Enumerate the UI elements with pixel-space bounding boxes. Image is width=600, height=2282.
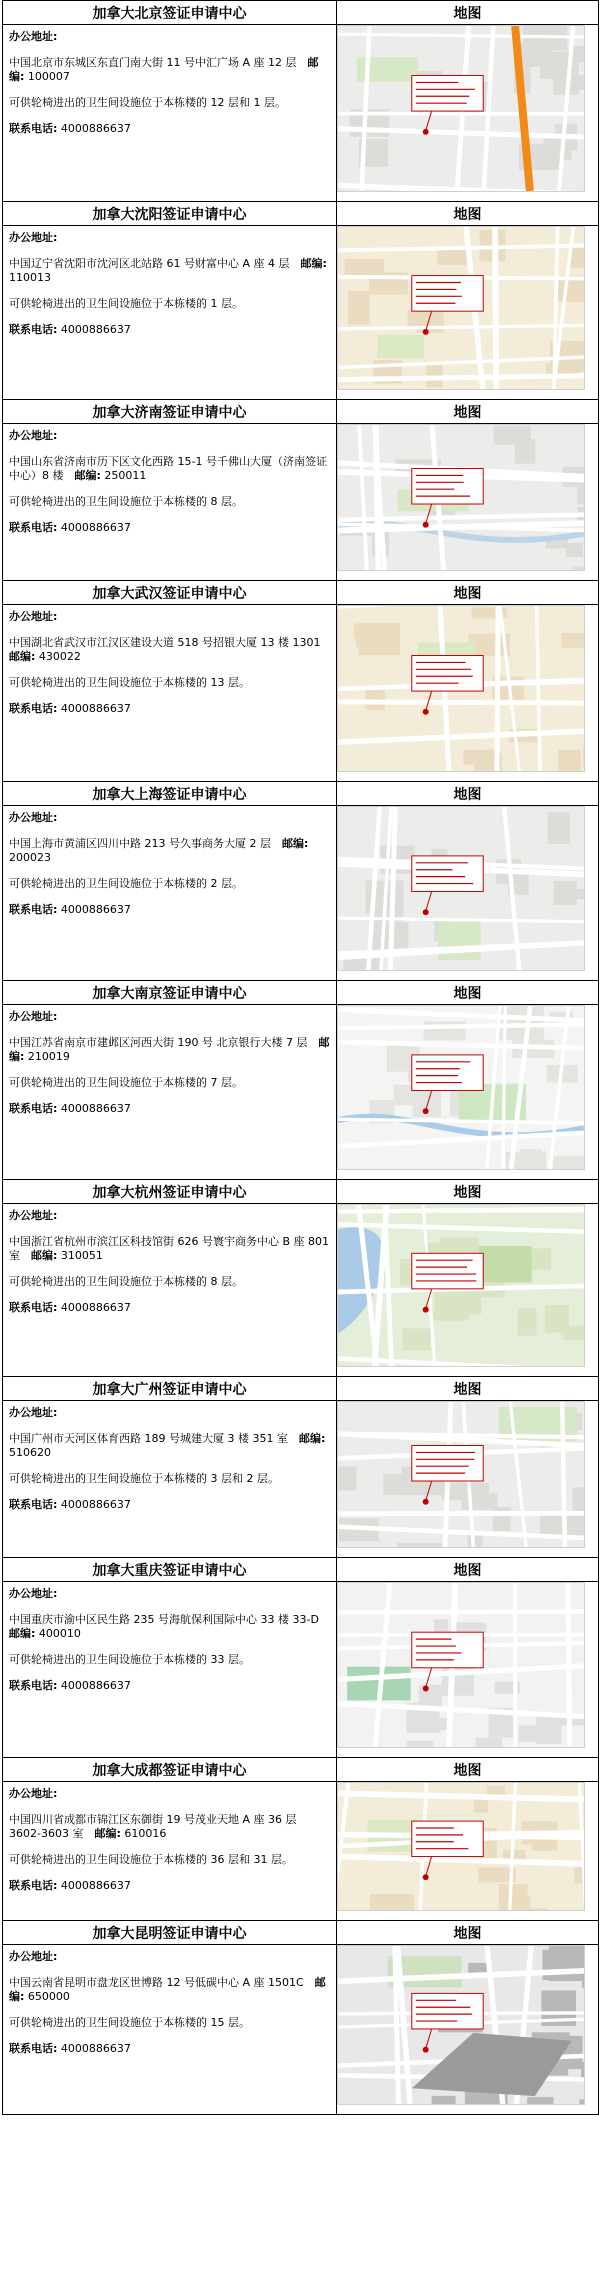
- map-image: [338, 1946, 584, 2104]
- address-text: 中国广州市天河区体育西路 189 号城建大厦 3 楼 351 室: [9, 1432, 288, 1445]
- map-image: [338, 26, 584, 191]
- phone-line: [9, 702, 330, 716]
- postcode-label: 邮编:: [94, 1827, 121, 1840]
- map-cell: [337, 226, 599, 400]
- center-title: 加拿大北京签证申请中心: [3, 1, 337, 25]
- center-info-cell: [3, 806, 337, 981]
- center-info-cell: [3, 25, 337, 202]
- center-info-cell: [3, 1005, 337, 1180]
- center-body-row: [3, 1005, 599, 1180]
- phone-label: 联系电话:: [9, 1102, 58, 1115]
- office-address-label: 办公地址:: [9, 610, 58, 623]
- phone-label: 联系电话:: [9, 903, 58, 916]
- location-pin-icon: [423, 909, 429, 915]
- location-map[interactable]: [337, 1401, 585, 1548]
- center-header-row: [3, 1921, 599, 1945]
- map-column-header: 地图: [337, 1180, 599, 1204]
- accessibility-note: 可供轮椅进出的卫生间设施位于本栋楼的 12 层和 1 层。: [9, 96, 286, 109]
- postcode-label: 邮编:: [9, 1627, 36, 1640]
- map-image: [338, 1402, 584, 1547]
- center-body-row: [3, 226, 599, 400]
- address-text: 中国四川省成都市锦江区东御街 19 号茂业天地 A 座 36 层 3602-3603 室: [9, 1813, 297, 1840]
- center-header-row: [3, 202, 599, 226]
- location-map[interactable]: [337, 424, 585, 571]
- location-pin-icon: [423, 1874, 429, 1880]
- center-info: [3, 226, 336, 337]
- center-body-row: [3, 25, 599, 202]
- center-info: [3, 605, 336, 716]
- center-info: [3, 1945, 336, 2056]
- center-header-row: [3, 981, 599, 1005]
- postcode-label: 邮编:: [9, 56, 319, 83]
- address-paragraph: [9, 837, 330, 865]
- location-pin-icon: [423, 709, 429, 715]
- office-address-label: 办公地址:: [9, 1787, 58, 1800]
- address-paragraph: [9, 56, 330, 84]
- phone-label: 联系电话:: [9, 1498, 58, 1511]
- phone-value: 4000886637: [60, 702, 131, 715]
- location-map[interactable]: [337, 1582, 585, 1748]
- postcode-value: 210019: [27, 1050, 70, 1063]
- center-header-row: [3, 1180, 599, 1204]
- map-image: [338, 807, 584, 970]
- center-title: 加拿大重庆签证申请中心: [3, 1558, 337, 1582]
- office-address-label: 办公地址:: [9, 1209, 58, 1222]
- phone-value: 4000886637: [60, 903, 131, 916]
- postcode-value: 100007: [27, 70, 70, 83]
- address-paragraph: [9, 1432, 330, 1460]
- phone-value: 4000886637: [60, 122, 131, 135]
- address-paragraph: [9, 455, 330, 483]
- map-image: [338, 227, 584, 389]
- address-text: 中国云南省昆明市盘龙区世博路 12 号低碳中心 A 座 1501C: [9, 1976, 304, 1989]
- accessibility-note: 可供轮椅进出的卫生间设施位于本栋楼的 13 层。: [9, 676, 250, 689]
- phone-label: 联系电话:: [9, 1679, 58, 1692]
- map-image: [338, 606, 584, 771]
- center-info-cell: [3, 226, 337, 400]
- map-image: [338, 425, 584, 570]
- postcode-label: 邮编:: [281, 837, 309, 850]
- map-cell: [337, 1945, 599, 2115]
- phone-value: 4000886637: [60, 1879, 131, 1892]
- location-map[interactable]: [337, 605, 585, 772]
- center-body-row: [3, 806, 599, 981]
- postcode-label: 邮编:: [9, 1036, 330, 1063]
- phone-line: [9, 1102, 330, 1116]
- center-header-row: [3, 1758, 599, 1782]
- phone-line: [9, 122, 330, 136]
- location-pin-icon: [423, 522, 429, 528]
- office-address-label: 办公地址:: [9, 231, 58, 244]
- location-map[interactable]: [337, 1945, 585, 2105]
- postcode-value: 400010: [38, 1627, 81, 1640]
- location-map[interactable]: [337, 806, 585, 971]
- phone-value: 4000886637: [60, 1301, 131, 1314]
- address-paragraph: [9, 1235, 330, 1263]
- center-info-cell: [3, 1401, 337, 1558]
- center-header-row: [3, 1, 599, 25]
- phone-line: [9, 323, 330, 337]
- postcode-value: 250011: [104, 469, 147, 482]
- map-image: [338, 1783, 584, 1910]
- center-info-cell: [3, 605, 337, 782]
- phone-label: 联系电话:: [9, 2042, 58, 2055]
- center-body-row: [3, 1401, 599, 1558]
- address-text: 中国浙江省杭州市滨江区科技馆街 626 号寰宇商务中心 B 座 801 室: [9, 1235, 330, 1262]
- phone-line: [9, 1301, 330, 1315]
- center-body-row: [3, 1582, 599, 1758]
- location-pin-icon: [423, 2047, 429, 2053]
- center-title: 加拿大杭州签证申请中心: [3, 1180, 337, 1204]
- center-header-row: [3, 1377, 599, 1401]
- map-column-header: 地图: [337, 1377, 599, 1401]
- postcode-label: 邮编:: [31, 1249, 58, 1262]
- accessibility-note: 可供轮椅进出的卫生间设施位于本栋楼的 33 层。: [9, 1653, 250, 1666]
- map-cell: [337, 1401, 599, 1558]
- map-cell: [337, 1782, 599, 1921]
- phone-label: 联系电话:: [9, 122, 58, 135]
- map-column-header: 地图: [337, 1758, 599, 1782]
- postcode-label: 邮编:: [298, 1432, 326, 1445]
- map-column-header: 地图: [337, 1921, 599, 1945]
- center-body-row: [3, 605, 599, 782]
- map-cell: [337, 1005, 599, 1180]
- map-column-header: 地图: [337, 202, 599, 226]
- address-paragraph: [9, 257, 330, 285]
- center-title: 加拿大成都签证申请中心: [3, 1758, 337, 1782]
- center-body-row: [3, 1782, 599, 1921]
- address-text: 中国辽宁省沈阳市沈河区北站路 61 号财富中心 A 座 4 层: [9, 257, 290, 270]
- accessibility-note: 可供轮椅进出的卫生间设施位于本栋楼的 1 层。: [9, 297, 243, 310]
- postcode-label: 邮编:: [74, 469, 101, 482]
- phone-label: 联系电话:: [9, 323, 58, 336]
- address-text: 中国北京市东城区东直门南大街 11 号中汇广场 A 座 12 层: [9, 56, 297, 69]
- phone-label: 联系电话:: [9, 702, 58, 715]
- center-header-row: [3, 581, 599, 605]
- center-info: [3, 1401, 336, 1512]
- visa-centers-table: [2, 0, 599, 2115]
- phone-line: [9, 521, 330, 535]
- address-paragraph: [9, 1613, 330, 1641]
- phone-label: 联系电话:: [9, 1301, 58, 1314]
- map-column-header: 地图: [337, 981, 599, 1005]
- location-pin-icon: [423, 329, 429, 335]
- map-column-header: 地图: [337, 400, 599, 424]
- map-column-header: 地图: [337, 1, 599, 25]
- phone-line: [9, 1498, 330, 1512]
- map-cell: [337, 1204, 599, 1377]
- location-pin-icon: [423, 1499, 429, 1505]
- accessibility-note: 可供轮椅进出的卫生间设施位于本栋楼的 2 层。: [9, 877, 243, 890]
- center-info: [3, 1782, 336, 1893]
- phone-line: [9, 903, 330, 917]
- center-title: 加拿大上海签证申请中心: [3, 782, 337, 806]
- address-paragraph: [9, 636, 330, 664]
- postcode-value: 110013: [9, 271, 51, 284]
- phone-value: 4000886637: [60, 1679, 131, 1692]
- map-column-header: 地图: [337, 581, 599, 605]
- phone-line: [9, 1679, 330, 1693]
- phone-line: [9, 1879, 330, 1893]
- center-header-row: [3, 782, 599, 806]
- center-title: 加拿大广州签证申请中心: [3, 1377, 337, 1401]
- accessibility-note: 可供轮椅进出的卫生间设施位于本栋楼的 15 层。: [9, 2016, 250, 2029]
- address-text: 中国山东省济南市历下区文化西路 15-1 号千佛山大厦（济南签证中心）8 楼: [9, 455, 327, 482]
- location-map[interactable]: [337, 226, 585, 390]
- postcode-value: 430022: [38, 650, 81, 663]
- center-body-row: [3, 1204, 599, 1377]
- map-cell: [337, 605, 599, 782]
- accessibility-note: 可供轮椅进出的卫生间设施位于本栋楼的 3 层和 2 层。: [9, 1472, 279, 1485]
- phone-value: 4000886637: [60, 2042, 131, 2055]
- office-address-label: 办公地址:: [9, 1950, 58, 1963]
- address-text: 中国江苏省南京市建邺区河西大街 190 号 北京银行大楼 7 层: [9, 1036, 308, 1049]
- office-address-label: 办公地址:: [9, 1406, 58, 1419]
- center-title: 加拿大济南签证申请中心: [3, 400, 337, 424]
- center-title: 加拿大昆明签证申请中心: [3, 1921, 337, 1945]
- office-address-label: 办公地址:: [9, 429, 58, 442]
- center-info: [3, 424, 336, 535]
- accessibility-note: 可供轮椅进出的卫生间设施位于本栋楼的 7 层。: [9, 1076, 243, 1089]
- phone-value: 4000886637: [60, 1498, 131, 1511]
- address-text: 中国湖北省武汉市江汉区建设大道 518 号招银大厦 13 楼 1301: [9, 636, 321, 649]
- location-map[interactable]: [337, 1782, 585, 1911]
- postcode-value: 650000: [27, 1990, 70, 2003]
- center-header-row: [3, 400, 599, 424]
- postcode-label: 邮编:: [9, 1976, 326, 2003]
- location-pin-icon: [423, 129, 429, 135]
- postcode-label: 邮编:: [9, 650, 36, 663]
- address-text: 中国重庆市渝中区民生路 235 号海航保利国际中心 33 楼 33-D: [9, 1613, 319, 1626]
- office-address-label: 办公地址:: [9, 30, 58, 43]
- center-info: [3, 25, 336, 136]
- center-title: 加拿大沈阳签证申请中心: [3, 202, 337, 226]
- address-paragraph: [9, 1036, 330, 1064]
- center-info-cell: [3, 424, 337, 581]
- center-info: [3, 1582, 336, 1693]
- accessibility-note: 可供轮椅进出的卫生间设施位于本栋楼的 8 层。: [9, 1275, 243, 1288]
- office-address-label: 办公地址:: [9, 1587, 58, 1600]
- phone-value: 4000886637: [60, 1102, 131, 1115]
- map-cell: [337, 424, 599, 581]
- center-info: [3, 1204, 336, 1315]
- office-address-label: 办公地址:: [9, 1010, 58, 1023]
- center-body-row: [3, 424, 599, 581]
- center-body-row: [3, 1945, 599, 2115]
- accessibility-note: 可供轮椅进出的卫生间设施位于本栋楼的 36 层和 31 层。: [9, 1853, 293, 1866]
- center-header-row: [3, 1558, 599, 1582]
- center-title: 加拿大武汉签证申请中心: [3, 581, 337, 605]
- map-column-header: 地图: [337, 782, 599, 806]
- location-map[interactable]: [337, 25, 585, 192]
- address-paragraph: [9, 1976, 330, 2004]
- postcode-value: 310051: [60, 1249, 103, 1262]
- center-info-cell: [3, 1782, 337, 1921]
- phone-value: 4000886637: [60, 323, 131, 336]
- postcode-value: 510620: [9, 1446, 51, 1459]
- postcode-label: 邮编:: [300, 257, 327, 270]
- map-cell: [337, 25, 599, 202]
- location-pin-icon: [423, 1686, 429, 1692]
- location-pin-icon: [423, 1108, 429, 1114]
- center-info: [3, 806, 336, 917]
- center-info: [3, 1005, 336, 1116]
- phone-line: [9, 2042, 330, 2056]
- address-text: 中国上海市黄浦区四川中路 213 号久事商务大厦 2 层: [9, 837, 271, 850]
- postcode-value: 200023: [9, 851, 51, 864]
- phone-value: 4000886637: [60, 521, 131, 534]
- map-image: [338, 1205, 584, 1366]
- location-map[interactable]: [337, 1005, 585, 1170]
- center-info-cell: [3, 1945, 337, 2115]
- office-address-label: 办公地址:: [9, 811, 58, 824]
- phone-label: 联系电话:: [9, 1879, 58, 1892]
- location-pin-icon: [423, 1307, 429, 1313]
- center-title: 加拿大南京签证申请中心: [3, 981, 337, 1005]
- map-column-header: 地图: [337, 1558, 599, 1582]
- center-info-cell: [3, 1582, 337, 1758]
- center-info-cell: [3, 1204, 337, 1377]
- address-paragraph: [9, 1813, 330, 1841]
- accessibility-note: 可供轮椅进出的卫生间设施位于本栋楼的 8 层。: [9, 495, 243, 508]
- map-image: [338, 1006, 584, 1169]
- phone-label: 联系电话:: [9, 521, 58, 534]
- postcode-value: 610016: [124, 1827, 167, 1840]
- location-map[interactable]: [337, 1204, 585, 1367]
- map-cell: [337, 1582, 599, 1758]
- map-cell: [337, 806, 599, 981]
- map-image: [338, 1583, 584, 1747]
